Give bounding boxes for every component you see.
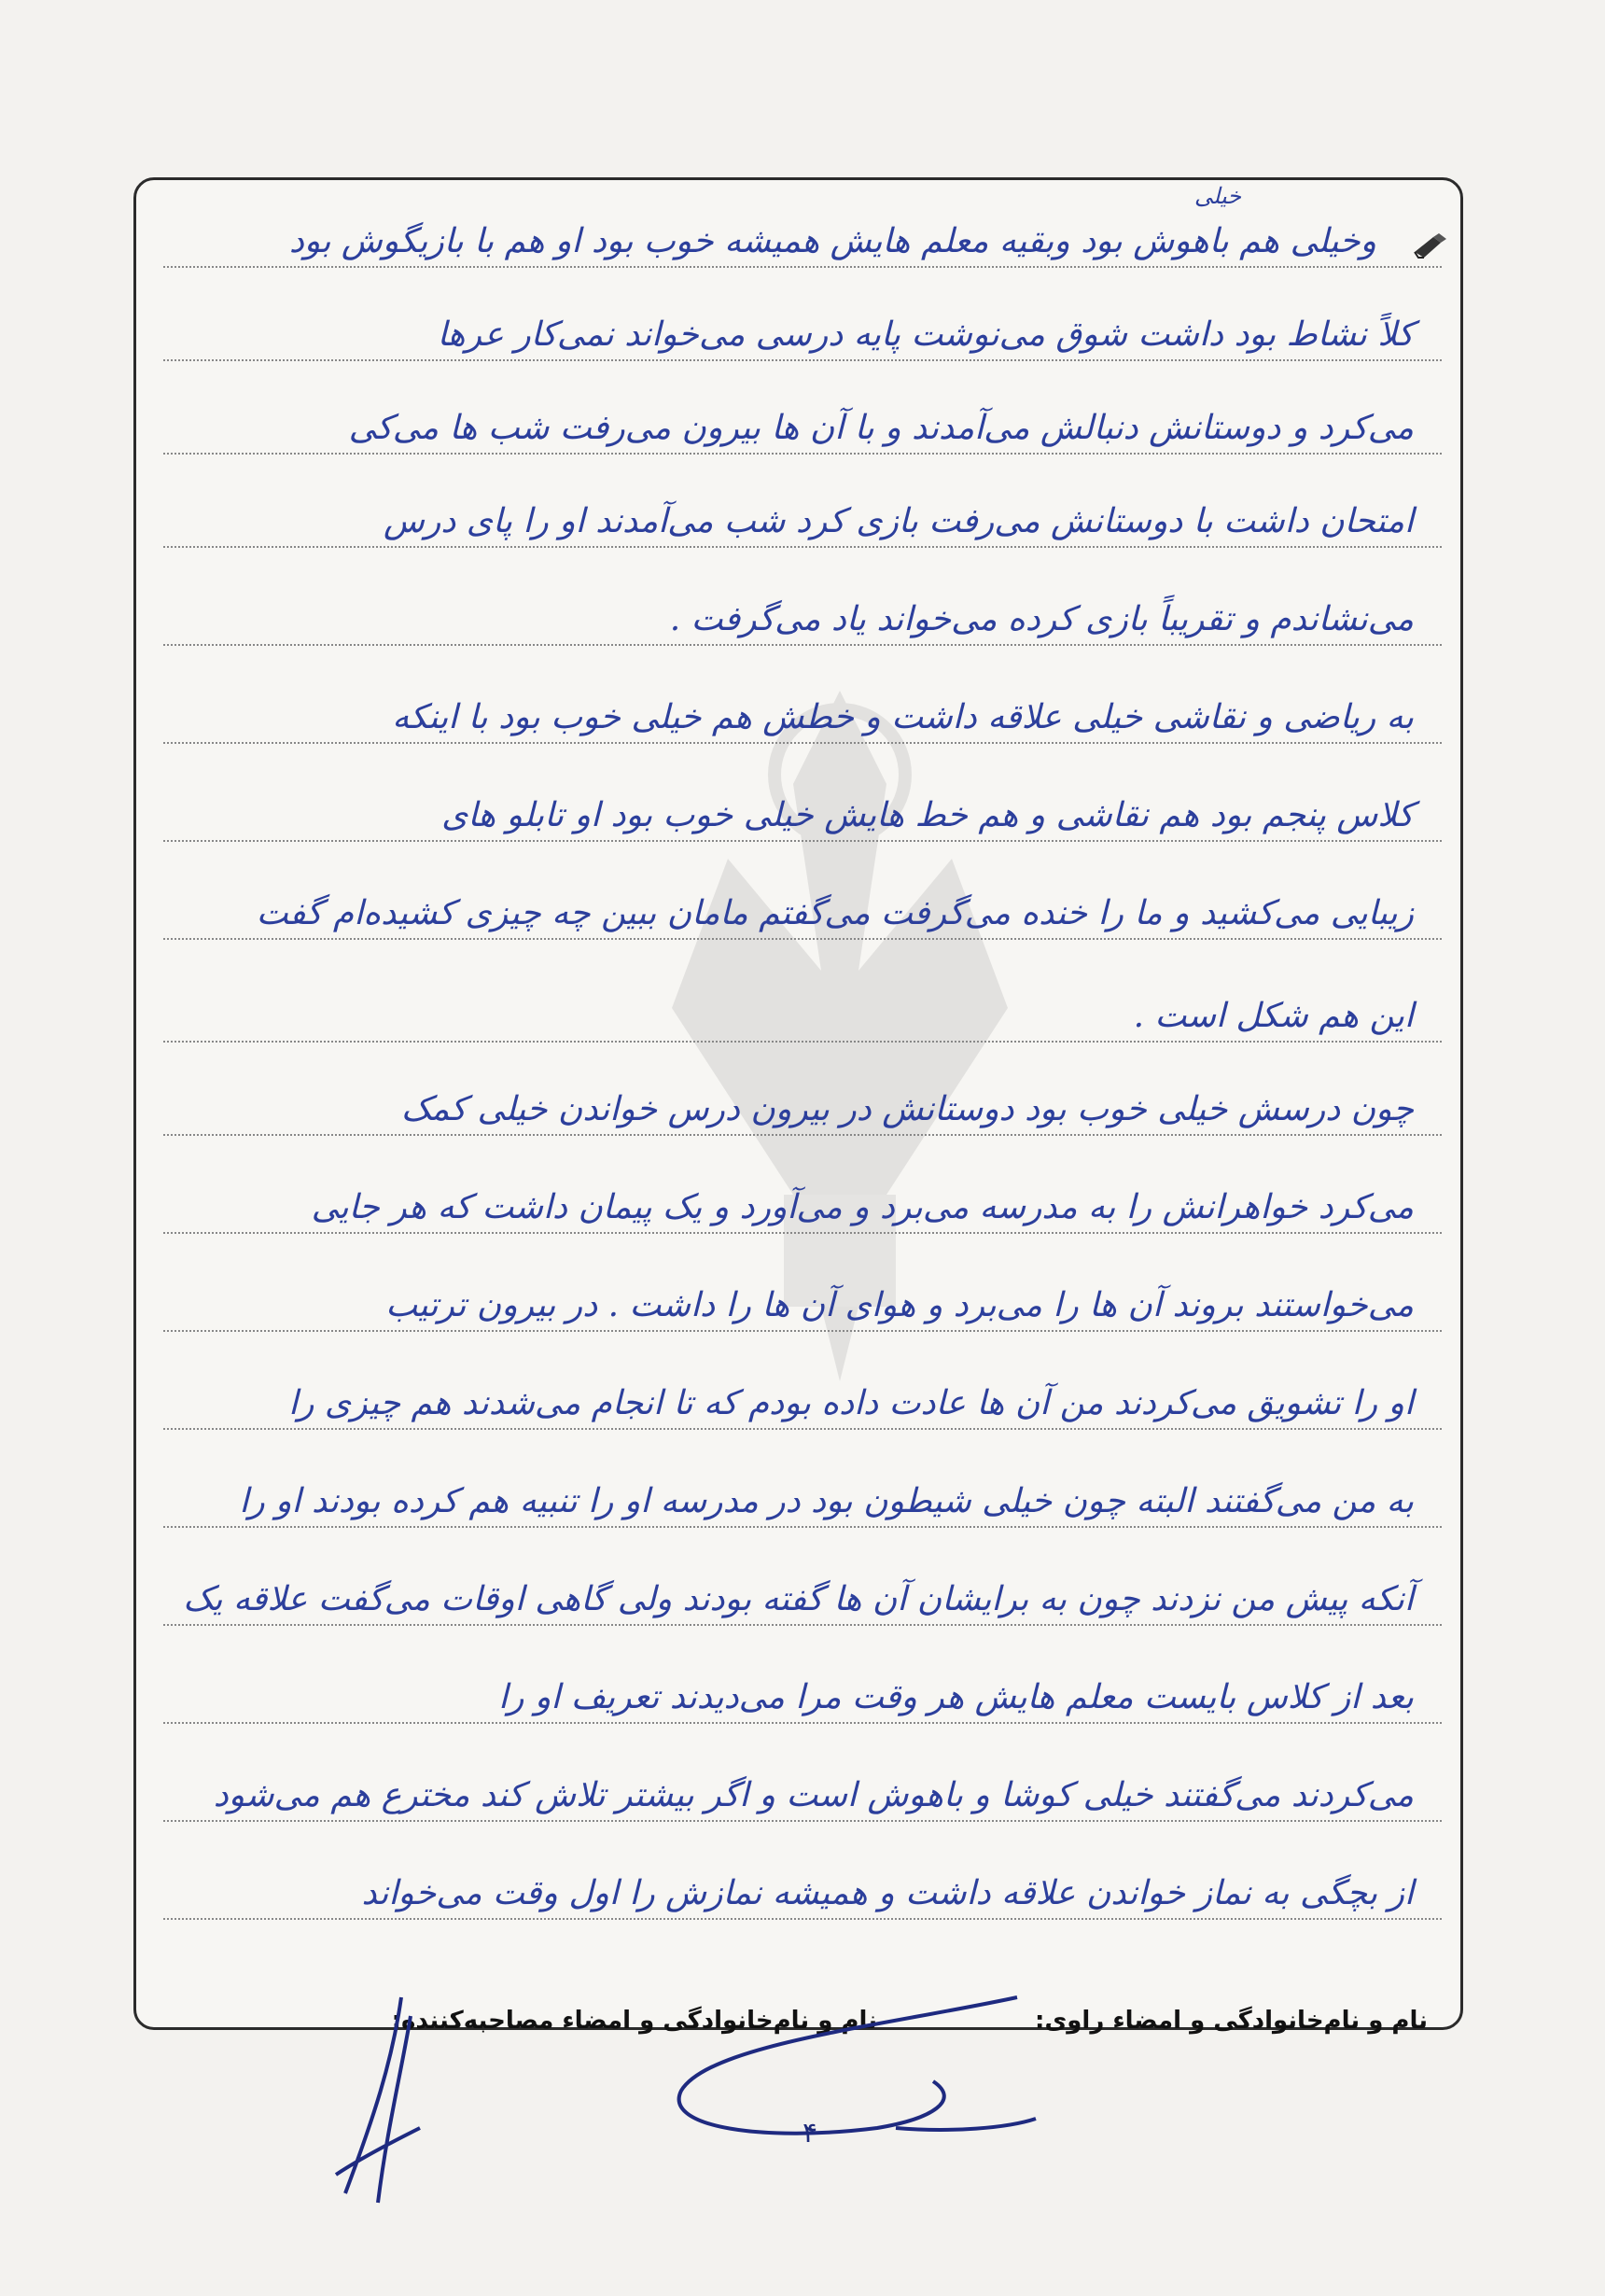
handwritten-text: کلاً نشاط بود داشت شوق می‌نوشت پایه درسی می‌خواند نمی‌کار عرها: [437, 315, 1414, 354]
interviewer-signature-label: نام و نام‌خانوادگی و امضاء مصاحبه‌کننده:: [391, 2007, 877, 2035]
text-line: [163, 294, 1442, 361]
handwritten-text: وخیلی هم باهوش بود وبقیه معلم هایش همیشه خوب بود او هم با بازیگوش بود: [288, 222, 1376, 260]
text-line: [163, 1853, 1442, 1920]
handwritten-text: زیبایی می‌کشید و ما را خنده می‌گرفت می‌گفتم مامان ببین چه چیزی کشیده‌ام گفت: [256, 894, 1414, 932]
text-line: [163, 579, 1442, 646]
handwritten-text: می‌کرد و دوستانش دنبالش می‌آمدند و با آن ها بیرون می‌رفت شب ها می‌کی: [348, 409, 1414, 447]
text-line: [163, 975, 1442, 1043]
text-line: [163, 201, 1442, 268]
text-line: [163, 677, 1442, 744]
text-line: [163, 1363, 1442, 1430]
handwritten-text: می‌نشاندم و تقریباً بازی کرده می‌خواند یاد می‌گرفت .: [669, 600, 1414, 638]
text-line: [163, 1559, 1442, 1626]
handwritten-text: کلاس پنجم بود هم نقاشی و هم خط هایش خیلی خوب بود او تابلو های: [441, 796, 1414, 834]
page-number: ۴: [802, 2117, 818, 2149]
handwritten-text: می‌کرد خواهرانش را به مدرسه می‌برد و می‌آورد و یک پیمان داشت که هر جایی: [311, 1188, 1414, 1226]
text-line: [163, 1265, 1442, 1332]
handwritten-text: بعد از کلاس بایست معلم هایش هر وقت مرا می‌دیدند تعریف او را: [498, 1678, 1414, 1716]
text-line: [163, 873, 1442, 940]
handwritten-text: چون درسش خیلی خوب بود دوستانش در بیرون درس خواندن خیلی کمک: [400, 1090, 1414, 1128]
narrator-signature-label: نام و نام‌خانوادگی و امضاء راوی:: [1035, 2007, 1428, 2035]
handwritten-text: از بچگی به نماز خواندن علاقه داشت و همیشه نمازش را اول وقت می‌خواند: [361, 1874, 1414, 1912]
narrator-signature: [299, 1988, 429, 2212]
handwritten-text: او را تشویق می‌کردند من آن ها عادت داده بودم که تا انجام می‌شدند هم چیزی را: [288, 1384, 1414, 1422]
text-line: [163, 387, 1442, 455]
text-line: [163, 1069, 1442, 1136]
text-line: [163, 1167, 1442, 1234]
text-line: [163, 1657, 1442, 1724]
interviewer-signature: [653, 1988, 1045, 2147]
handwritten-text: می‌خواستند بروند آن ها را می‌برد و هوای آن ها را داشت . در بیرون ترتیب: [385, 1286, 1414, 1324]
text-line: [163, 481, 1442, 548]
handwritten-text: می‌کردند می‌گفتند خیلی کوشا و باهوش است و اگر بیشتر تلاش کند مخترع هم می‌شود: [213, 1776, 1414, 1814]
handwritten-text: این هم شکل است .: [1133, 997, 1414, 1035]
handwritten-text: به من می‌گفتند البته چون خیلی شیطون بود در مدرسه او را تنبیه هم کرده بودند او را: [239, 1482, 1414, 1520]
handwritten-text: آنکه پیش من نزدند چون به برایشان آن ها گفته بودند ولی گاهی اوقات می‌گفت علاقه یک: [183, 1580, 1414, 1618]
text-line: [163, 1755, 1442, 1822]
text-line: [163, 1461, 1442, 1528]
handwritten-text: به ریاضی و نقاشی خیلی علاقه داشت و خطش هم خیلی خوب بود با اینکه: [392, 698, 1414, 736]
handwritten-text: امتحان داشت با دوستانش می‌رفت بازی کرد شب می‌آمدند او را پای درس: [384, 502, 1414, 540]
margin-note: خیلی: [1194, 183, 1242, 209]
text-line: [163, 775, 1442, 842]
